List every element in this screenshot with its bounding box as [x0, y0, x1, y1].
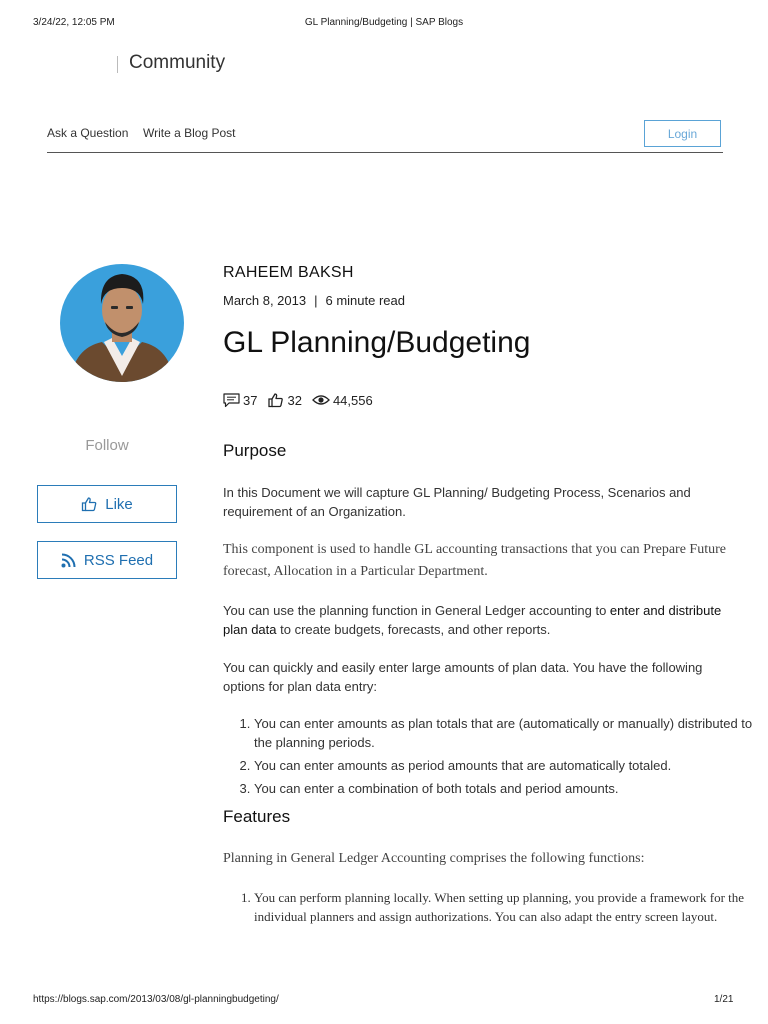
eye-icon	[312, 394, 330, 406]
article-stats	[223, 392, 383, 408]
ask-question-link[interactable]: Ask a Question	[47, 126, 129, 140]
comment-count: 37	[243, 392, 258, 408]
meta-separator: |	[314, 293, 318, 308]
rss-feed-button[interactable]	[37, 541, 177, 579]
list-item: 1. You can enter amounts as plan totals that are (automatically or manually) distributed to the planning periods.	[254, 714, 764, 752]
print-page-number: 1/21	[714, 994, 734, 1005]
nav-divider	[47, 152, 723, 153]
list-item: 3. You can enter a combination of both totals and period amounts.	[254, 779, 764, 798]
features-intro: Planning in General Ledger Accounting comprises the following functions:	[223, 851, 645, 866]
purpose-paragraph-4: You can quickly and easily enter large amounts of plan data. You have the following options for plan data entry:	[223, 660, 703, 694]
list-item: 2. You can enter amounts as period amounts that are automatically totaled.	[254, 756, 764, 775]
article-meta	[223, 293, 405, 308]
view-count: 44,556	[332, 392, 373, 408]
brand-divider	[117, 56, 118, 73]
print-url: https://blogs.sap.com/2013/03/08/gl-planningbudgeting/	[33, 994, 279, 1005]
rss-label: RSS Feed	[83, 551, 154, 569]
paragraph-text: to create budgets, forecasts, and other reports.	[276, 622, 551, 637]
publish-date: March 8, 2013	[223, 293, 307, 308]
read-time: 6 minute read	[325, 293, 405, 308]
like-label: Like	[105, 495, 133, 513]
plan-entry-options-list	[223, 714, 764, 802]
community-link[interactable]: Community	[129, 52, 226, 73]
like-button[interactable]	[37, 485, 177, 523]
rss-icon	[61, 553, 76, 568]
print-datetime: 3/24/22, 12:05 PM	[33, 17, 115, 28]
purpose-paragraph-3	[223, 601, 733, 639]
follow-button[interactable]: Follow	[85, 437, 129, 454]
purpose-heading: Purpose	[223, 441, 287, 460]
list-item: 1. You can perform planning locally. When setting up planning, you provide a framework for the individual planners and assign authorizations. You can also adapt the entry screen layout.	[254, 888, 764, 926]
login-button[interactable]: Login	[644, 120, 721, 147]
like-count: 32	[287, 392, 302, 408]
views-stat	[312, 393, 373, 408]
print-page-title: GL Planning/Budgeting | SAP Blogs	[304, 17, 464, 28]
author-name[interactable]: RAHEEM BAKSH	[223, 264, 354, 281]
purpose-paragraph-1: In this Document we will capture GL Planning/ Budgeting Process, Scenarios and requirement of an Organization.	[223, 485, 691, 519]
paragraph-text: You can use the planning function in General Ledger accounting to	[223, 603, 610, 618]
thumbs-up-icon	[81, 496, 97, 512]
page-title: GL Planning/Budgeting	[223, 326, 531, 359]
plan-data-link[interactable]: enter and distribute plan data	[223, 603, 722, 637]
write-blog-post-link[interactable]: Write a Blog Post	[143, 126, 236, 140]
thumbs-up-icon	[267, 392, 284, 408]
comments-stat[interactable]	[223, 393, 257, 408]
features-heading: Features	[223, 807, 291, 826]
author-avatar[interactable]	[60, 264, 184, 382]
purpose-paragraph-2: This component is used to handle GL accounting transactions that you can Prepare Future forecast, Allocation in a Particular Department.	[223, 542, 726, 579]
comment-icon	[223, 393, 240, 408]
author-photo	[60, 264, 184, 382]
likes-stat[interactable]	[267, 392, 301, 408]
features-list	[223, 888, 764, 926]
